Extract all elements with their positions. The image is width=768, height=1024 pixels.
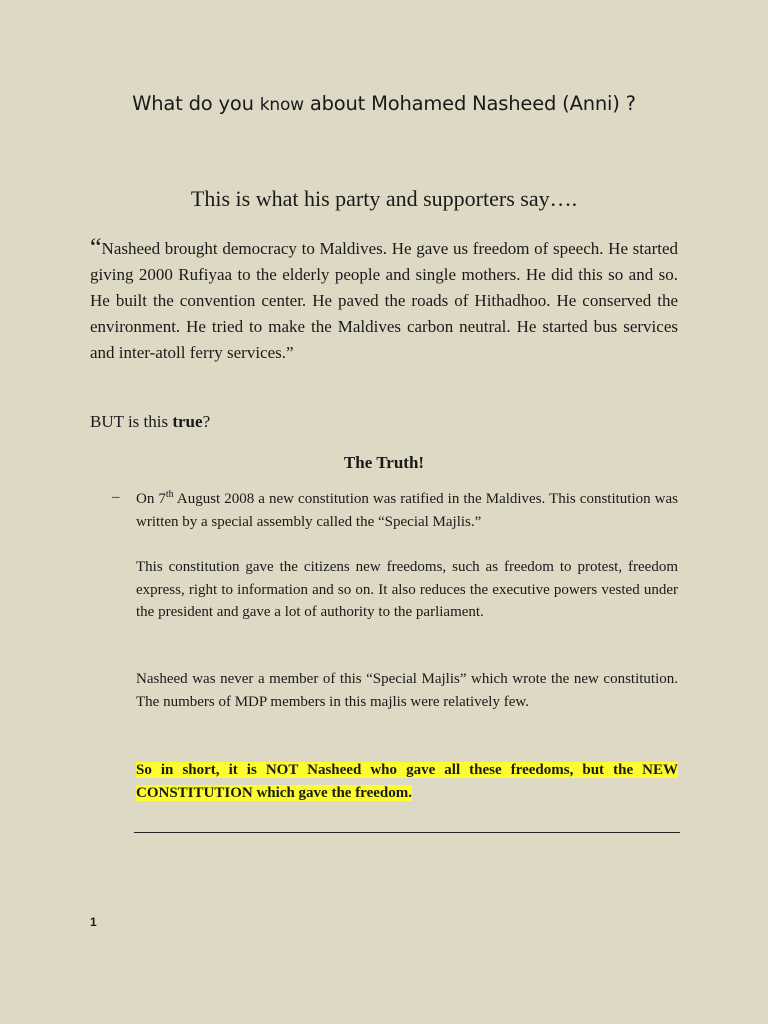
- footnote-separator: [134, 832, 680, 833]
- quote-text: Nasheed brought democracy to Maldives. He gave us freedom of speech. He started giving 2000 Rufiyaa to the elderly people and single mothers. He did this so and so. He built the convention center. He paved the roads of Hithadhoo. He conserved the environment. He tried to make the Maldives carbon neutral. He started bus services and inter-atoll ferry services.”: [90, 239, 678, 362]
- section-heading-truth: The Truth!: [343, 453, 425, 472]
- document-title: [0, 92, 768, 115]
- highlighted-summary: So in short, it is NOT Nasheed who gave all these freedoms, but the NEW CONSTITUTION which gave the freedom.: [136, 762, 678, 801]
- question-suffix: ?: [202, 412, 211, 431]
- title-part-3: about Mohamed Nasheed (Anni) ?: [303, 92, 636, 115]
- quote-open-mark: “: [90, 233, 102, 262]
- bullet-dash: –: [112, 489, 120, 505]
- title-part-2: know: [259, 95, 304, 115]
- p1-after: August 2008 a new constitution was ratified in the Maldives. This constitution was written by a special assembly called the “Special Majlis.”: [136, 491, 678, 530]
- question-line: [90, 412, 210, 432]
- paragraph-special-majlis: Nasheed was never a member of this “Special Majlis” which wrote the new constitution. The numbers of MDP members in this majlis were relatively few.: [136, 671, 678, 710]
- p1-before: On 7: [136, 491, 166, 507]
- document-subtitle: This is what his party and supporters say….: [190, 186, 578, 211]
- paragraph-summary-highlight: [136, 759, 678, 804]
- paragraph-constitution-freedoms: This constitution gave the citizens new freedoms, such as freedom to protest, freedom express, right to information and so on. It also reduces the executive powers vested under the president and gave a lot of authority to the parliament.: [136, 559, 678, 620]
- page-number: 1: [90, 915, 97, 929]
- question-emphasis: true: [172, 412, 203, 431]
- paragraph-constitution-ratified: [136, 488, 678, 533]
- p1-superscript: th: [165, 489, 174, 500]
- supporters-quote: [90, 233, 678, 366]
- question-prefix: BUT is this: [90, 412, 173, 431]
- title-part-1: What do you: [132, 92, 260, 115]
